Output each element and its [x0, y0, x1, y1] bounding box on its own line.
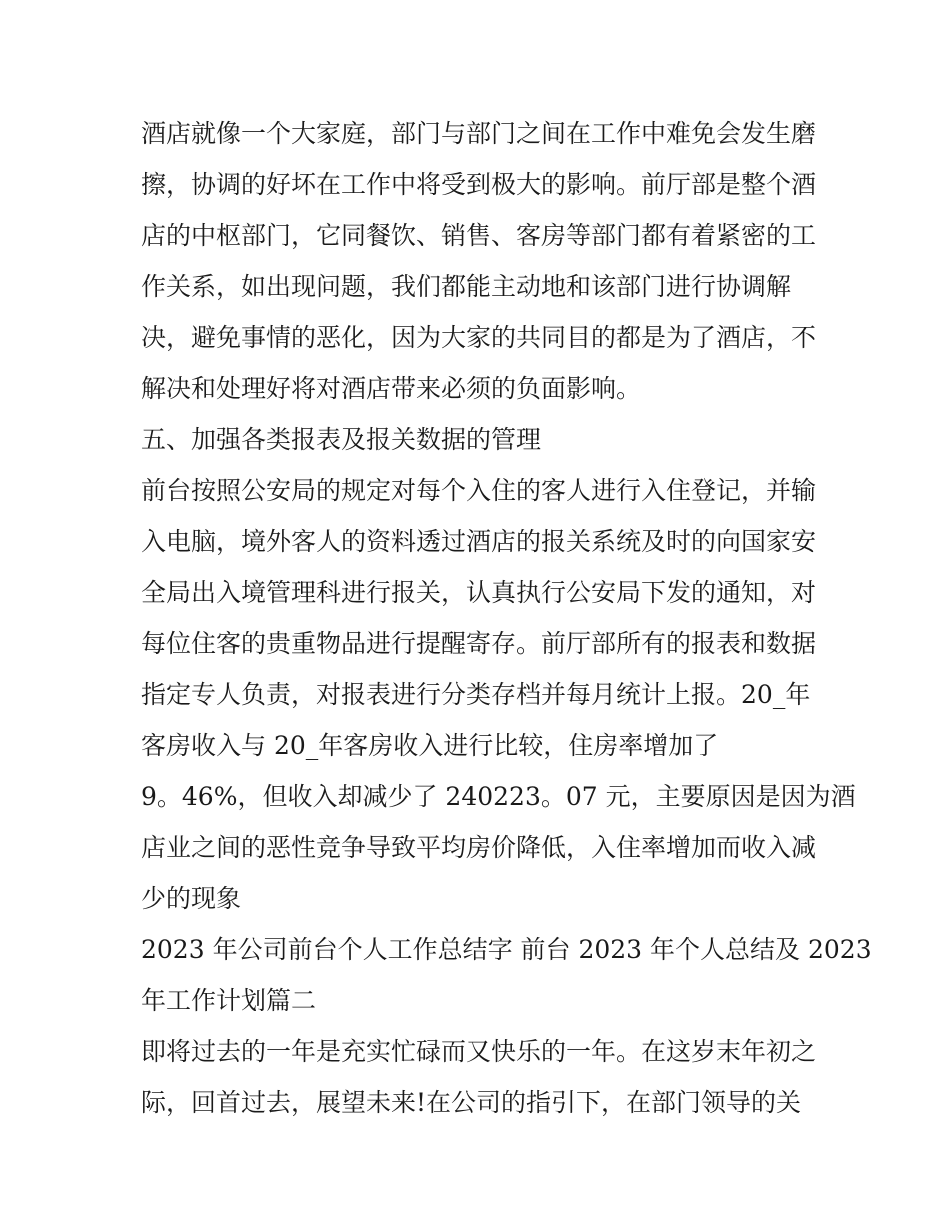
text-line: 际，回首过去，展望未来!在公司的指引下，在部门领导的关 [141, 1088, 802, 1117]
text-line: 决，避免事情的恶化，因为大家的共同目的都是为了酒店，不 [141, 323, 817, 352]
text-line: 指定专人负责，对报表进行分类存档并每月统计上报。20_年 [141, 680, 811, 709]
text-line: 店业之间的恶性竞争导致平均房价降低，入住率增加而收入减 [141, 833, 817, 862]
text-line: 全局出入境管理科进行报关，认真执行公安局下发的通知，对 [141, 578, 817, 607]
text-line: 店的中枢部门，它同餐饮、销售、客房等部门都有着紧密的工 [141, 221, 817, 250]
text-line: 少的现象 [141, 884, 242, 913]
text-line: 解决和处理好将对酒店带来必须的负面影响。 [141, 374, 642, 403]
text-line: 9。46%，但收入却减少了 240223。07 元，主要原因是因为酒 [141, 782, 856, 811]
text-line: 酒店就像一个大家庭，部门与部门之间在工作中难免会发生磨 [141, 119, 817, 148]
text-line: 作关系，如出现问题，我们都能主动地和该部门进行协调解 [141, 272, 792, 301]
document-body [141, 108, 872, 1128]
article-title: 2023 年公司前台个人工作总结字 前台 2023 年个人总结及 2023 [141, 935, 872, 964]
text-line: 擦，协调的好坏在工作中将受到极大的影响。前厅部是整个酒 [141, 170, 817, 199]
text-line: 每位住客的贵重物品进行提醒寄存。前厅部所有的报表和数据 [141, 629, 817, 658]
article-title: 年工作计划篇二 [141, 986, 317, 1015]
text-line: 前台按照公安局的规定对每个入住的客人进行入住登记，并输 [141, 476, 817, 505]
text-line: 客房收入与 20_年客房收入进行比较，住房率增加了 [141, 731, 719, 760]
section-heading: 五、加强各类报表及报关数据的管理 [141, 425, 542, 454]
text-line: 即将过去的一年是充实忙碌而又快乐的一年。在这岁末年初之 [141, 1037, 817, 1066]
text-line: 入电脑，境外客人的资料透过酒店的报关系统及时的向国家安 [141, 527, 817, 556]
